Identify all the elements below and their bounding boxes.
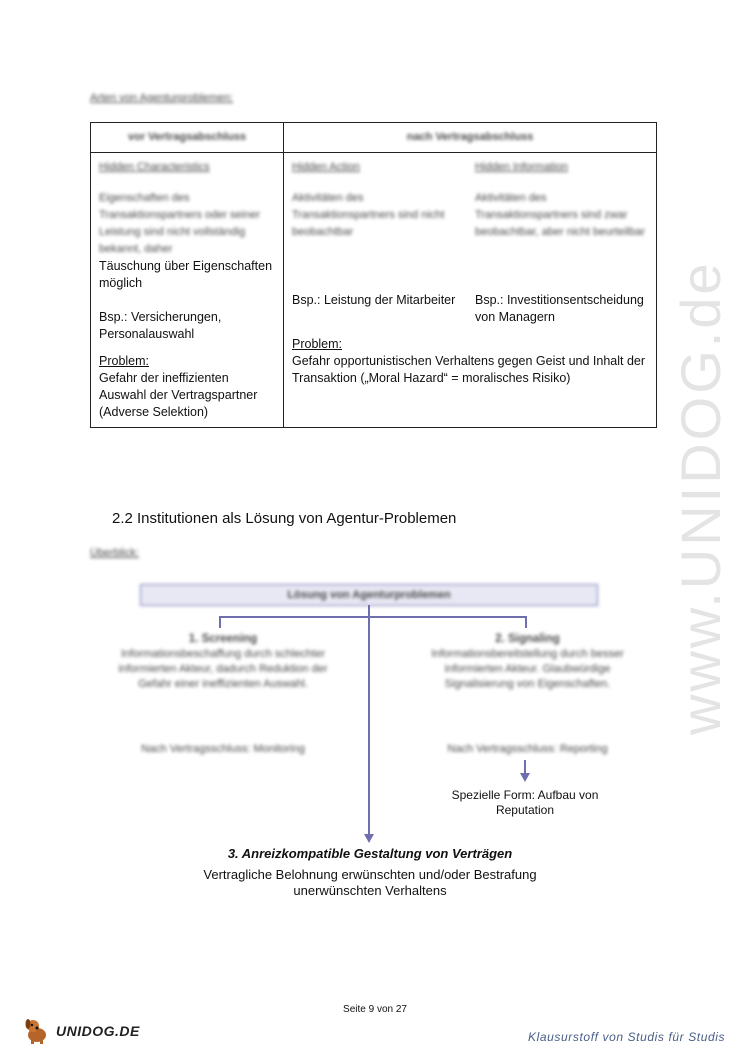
diagram-right-drop bbox=[525, 616, 527, 628]
diagram-center-line bbox=[368, 605, 370, 835]
special-form: Spezielle Form: Aufbau von Reputation bbox=[451, 788, 599, 817]
header-left-cell bbox=[91, 123, 284, 153]
diagram-top-box: Lösung von Agenturproblemen bbox=[140, 584, 598, 606]
col1-desc-clear: Täuschung über Eigenschaften möglich bbox=[99, 259, 273, 290]
watermark: www.UNIDOG.de bbox=[669, 260, 732, 735]
col1-problem-text: Gefahr der ineffizienten Auswahl der Vertragspartner (Adverse Selektion) bbox=[99, 371, 258, 419]
screening-text: Informationsbeschaffung durch schlechter informierten Akteur, dadurch Reduktion der Gefahr einer ineffizienten Auswahl. bbox=[118, 648, 328, 690]
col1-desc-blurred: Eigenschaften des Transaktionspartners oder seiner Leistung sind nicht vollständig bekannt, daher bbox=[99, 192, 261, 255]
col2-subtitle: Hidden Action bbox=[292, 161, 360, 173]
overview-label: Überblick: bbox=[90, 547, 139, 559]
dog-icon bbox=[22, 1016, 52, 1046]
col-right-cell bbox=[284, 153, 657, 428]
section-title: Arten von Agenturproblemen: bbox=[90, 92, 234, 104]
signaling-after: Nach Vertragsschluss: Reporting bbox=[447, 743, 608, 755]
header-left: vor Vertragsabschluss bbox=[127, 131, 246, 143]
header-right-cell bbox=[284, 123, 657, 153]
footer-tagline: Klausurstoff von Studis für Studis bbox=[528, 1030, 726, 1044]
signaling-text: Informationsbereitstellung durch besser informierten Akteur. Glaubwürdige Signalisierung von Eigenschaften. bbox=[431, 648, 624, 690]
incentive-text: Vertragliche Belohnung erwünschten und/oder Bestrafung unerwünschten Verhaltens bbox=[203, 867, 537, 898]
col1-example: Bsp.: Versicherungen, Personalauswahl bbox=[99, 310, 222, 341]
unidog-logo bbox=[22, 1016, 140, 1046]
agency-problems-table bbox=[90, 122, 657, 428]
right-problem-label: Problem: bbox=[292, 337, 343, 351]
col1-subtitle: Hidden Characteristics bbox=[99, 161, 210, 173]
diagram-left-drop bbox=[219, 616, 221, 628]
col2-desc: Aktivitäten des Transaktionspartners sind nicht beobachtbar bbox=[292, 192, 445, 238]
screening-block bbox=[118, 632, 328, 692]
header-right: nach Vertragsabschluss bbox=[406, 131, 534, 143]
signaling-arrow-line bbox=[524, 760, 526, 774]
logo-text: UNIDOG.DE bbox=[56, 1023, 140, 1039]
diagram-branch-line bbox=[219, 616, 527, 618]
signaling-title: 2. Signaling bbox=[495, 633, 560, 645]
signaling-block bbox=[420, 632, 635, 692]
page-number: Seite 9 von 27 bbox=[343, 1004, 407, 1015]
col3-desc: Aktivitäten des Transaktionspartners sind zwar beobachtbar, aber nicht beurteilbar bbox=[475, 192, 646, 238]
section-heading: 2.2 Institutionen als Lösung von Agentur-Problemen bbox=[112, 510, 457, 527]
col-hidden-characteristics bbox=[91, 153, 284, 428]
incentive-title: 3. Anreizkompatible Gestaltung von Verträgen bbox=[227, 846, 513, 861]
diagram-center-arrow-icon bbox=[364, 834, 374, 843]
screening-after: Nach Vertragsschluss: Monitoring bbox=[141, 743, 305, 755]
signaling-arrow-icon bbox=[520, 773, 530, 782]
col-hidden-action bbox=[292, 159, 475, 326]
col3-subtitle: Hidden Information bbox=[475, 161, 568, 173]
col-hidden-information bbox=[475, 159, 648, 326]
col2-example: Bsp.: Leistung der Mitarbeiter bbox=[292, 293, 456, 307]
col1-problem-label: Problem: bbox=[99, 354, 150, 368]
screening-title: 1. Screening bbox=[188, 633, 258, 645]
right-problem-text: Gefahr opportunistischen Verhaltens gegen Geist und Inhalt der Transaktion („Moral Hazard“ = moralisches Risiko) bbox=[292, 354, 646, 385]
col3-example: Bsp.: Investitionsentscheidung von Managern bbox=[475, 293, 644, 324]
